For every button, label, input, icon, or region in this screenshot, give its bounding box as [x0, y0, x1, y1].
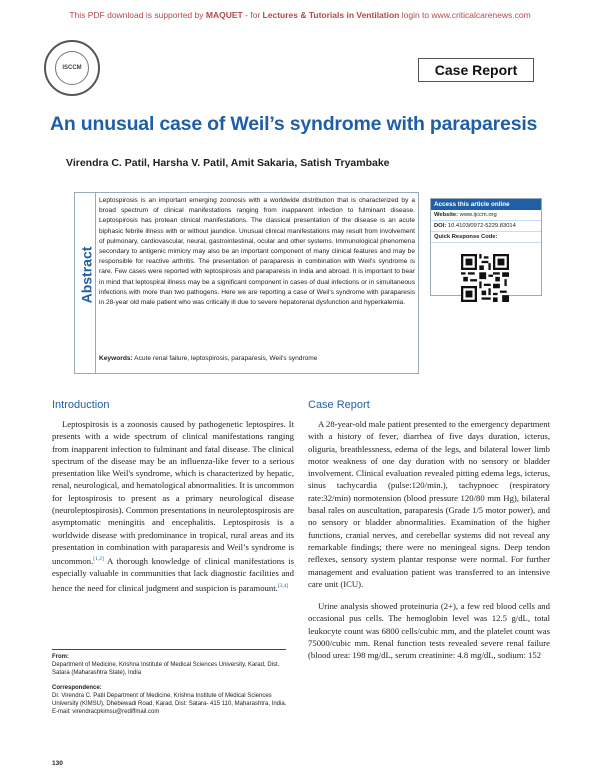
page-number: 130 — [52, 760, 63, 767]
case-report-paragraph-2: Urine analysis showed proteinuria (2+), a few red blood cells and occasional pus cells. The hemoglobin level was 12.5 g/dL, total leukocyte count was 6800 cells/cubic mm, and the platelet count was 75000/cubic mm. Renal function tests revealed severe renal failure (blood urea: 198 mg/dL, serum creatinine: 4.8 mg/dL, sodium: 152 — [308, 601, 550, 661]
article-title: An unusual case of Weil’s syndrome with paraparesis — [50, 113, 538, 135]
case-report-paragraph-1: A 28-year-old male patient presented to the emergency department with a history of fever, diarrhea of five days duration, icterus, oliguria, breathlessness, edema of the legs, and bilateral lower limb motor weakness of one day duration with no sensory or bladder involvement. Clinical evaluation revealed pitting edema legs, icterus, sinus tachycardia (pulse:120/min.), tachypnoec (respiratory rate:32/min) normotension (blood pressure 120/80 mm Hg), bilateral basal rales on auscultation, paraparesis (Grade 1/5 motor power), and no sensory or bladder abnormalities. Examination of the higher functions, cranial nerves, and cerebellar systems did not reveal any remarkable findings; there were no meningeal signs. Deep tendon reflexes, sensory system plantar response were normal. For further management and evaluation patient was transferred to an intensive care unit (ICU). — [308, 419, 550, 589]
society-logo-center: ISCCM — [55, 51, 89, 85]
author-list: Virendra C. Patil, Harsha V. Patil, Amit Sakaria, Satish Tryambake — [66, 157, 390, 169]
correspondence-text: Dr. Virendra C. Patil Department of Medicine, Krishna Institute of Medical Sciences University (KIMSU), Dhebewadi Road, Karad, Dist: Satara- 415 110, Maharashtra, India. E-mail: virendracpkimsu@rediffmail.com — [52, 692, 287, 716]
correspondence-label: Correspondence: — [52, 684, 102, 691]
affiliation-text: Department of Medicine, Krishna Institute of Medical Sciences University, Karad, Dist. Satara (Maharashtra State), India — [52, 662, 280, 677]
access-website[interactable]: Website: www.ijccm.org — [431, 210, 541, 221]
banner-sponsor: MAQUET — [205, 10, 243, 20]
footnote-divider — [52, 649, 286, 650]
section-heading-introduction: Introduction — [52, 399, 110, 411]
access-online-box — [430, 198, 542, 296]
abstract-text: Leptospirosis is an important emerging zoonosis with a worldwide distribution that is characterized by a broad spectrum of clinical manifestations ranging from inapparent infection to fulminant disease. Leptospirosis has protean clinical manifestations. The classical presentation of the disease is an acute biphasic febrile illness with or without jaundice. Unusual clinical manifestations may result from involvement of pulmonary, cardiovascular, neural, gastrointestinal, ocular and other systems. Immunological phenomena secondary to antigenic mimicry may also be an important component of many clinical features and may be responsible for reactive arthritis. The presentation of paraparesis in combination with Weil's syndrome is rare. Few cases were reported with leptospirosis and paraparesis in India and abroad. It is important to bear in mind that leptospiral illness may be a significant component in cases of dual infections or in simultaneous infections with more than two pathogens. Here we are reporting a case of Weil's syndrome with paraparesis in 28-year old male patient who was critically ill due to severe hepatorenal dysfunction and hyperkalemia. — [99, 197, 415, 307]
footnotes — [52, 653, 288, 716]
article-type-badge: Case Report — [418, 58, 534, 82]
citation-link[interactable]: [1,2] — [93, 556, 104, 563]
abstract-label: Abstract — [78, 246, 95, 304]
access-doi[interactable]: DOI: 10.4103/0972-5229.83014 — [431, 221, 541, 232]
access-header: Access this article online — [431, 199, 541, 210]
case-report-body — [308, 418, 550, 662]
download-banner: This PDF download is supported by MAQUET - for Lectures & Tutorials in Ventilation login to www.criticalcarenews.com — [69, 10, 531, 20]
access-qr-label: Quick Response Code: — [431, 232, 541, 243]
introduction-paragraph: Leptospirosis is a zoonosis caused by pathogenetic leptospires. It presents with a wide spectrum of clinical manifestations ranging from inapparent infection to fulminant and fatal disease. The clinical spectrum of the disease may be an influenza-like fever to a serious presentation like Weil's syndrome, which is characterized by hepatic, renal, neurological, and hematological abnormalities. It is uncommon for leptospirosis to present as a primary neurological disease (neuroleptospirosis). Common presentations in neuroleptospirosis are asymptomatic meningitis and encephalitis. Leptospirosis is a worldwide disease with predominance in tropical, rural areas and its presentation in combination with paraparesis and Weil’s syndrome is uncommon.[1,2] A thorough knowledge of clinical manifestations is especially valuable in communities that lack diagnostic facilities and hence the need for clinical judgment and suspicion is paramount.[3,4] — [52, 419, 294, 593]
citation-link[interactable]: [3,4] — [277, 582, 289, 589]
affiliation-label: From: — [52, 654, 69, 660]
banner-series-link[interactable]: Lectures & Tutorials in Ventilation — [262, 10, 400, 20]
society-logo — [44, 40, 100, 96]
section-heading-case-report: Case Report — [308, 399, 370, 411]
keywords: Keywords: Acute renal failure, leptospirosis, paraparesis, Weil's syndrome — [99, 355, 318, 362]
qr-code-icon[interactable] — [461, 254, 509, 302]
introduction-body — [52, 418, 294, 594]
